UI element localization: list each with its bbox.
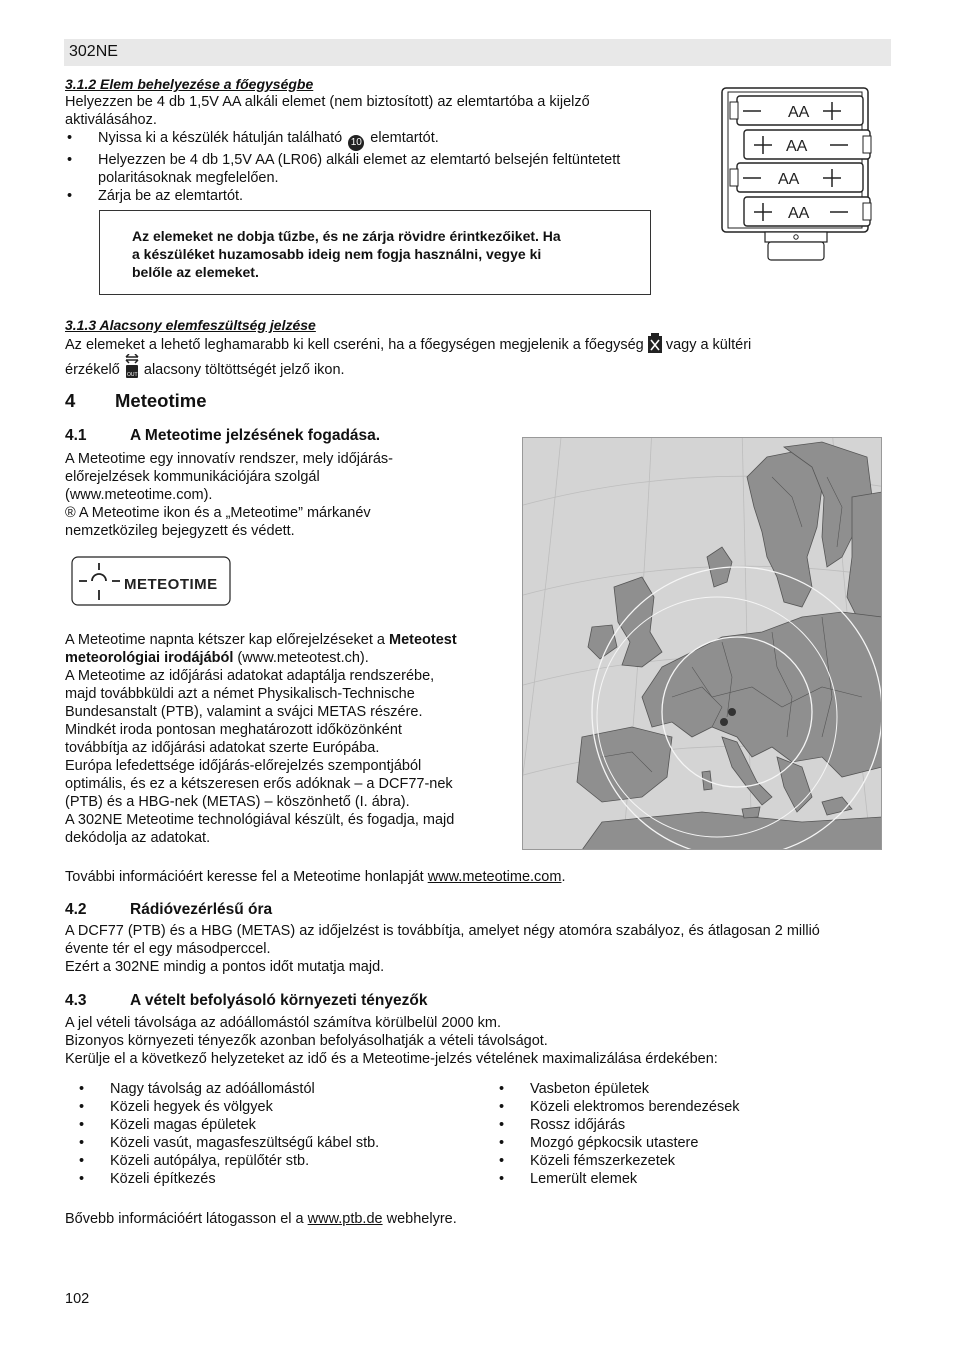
svg-text:OUT: OUT: [126, 372, 138, 378]
warning-line: a készüléket huzamosabb ideig nem fogja használni, vegye ki: [132, 246, 542, 262]
list-item: • Nagy távolság az adóállomástól: [77, 1080, 477, 1098]
text-line: előrejelzések kommunikációjára szolgál: [65, 469, 320, 485]
model-name: 302NE: [69, 43, 118, 60]
list-item: • Lemerült elemek: [497, 1170, 877, 1188]
bold-text: Meteotest: [389, 632, 457, 648]
meteotime-website-link[interactable]: www.meteotime.com: [427, 869, 562, 885]
list-item: • Közeli elektromos berendezések: [497, 1098, 877, 1116]
text-span: webhelyre.: [386, 1211, 457, 1227]
text-line: [65, 631, 505, 649]
battery-label: AA: [786, 138, 808, 155]
text-span: Az elemeket a lehető leghamarabb ki kell cseréni, ha a főegységen megjelenik a főegység: [65, 337, 644, 353]
text-line: A jel vételi távolsága az adóállomástól számítva körülbelül 2000 km.: [65, 1015, 502, 1031]
text-span: Bővebb információért látogasson el a: [65, 1211, 304, 1227]
list-item: • Közeli magas épületek: [77, 1116, 477, 1134]
section-3-1-2-title: 3.1.2 Elem behelyezése a főegységbe: [65, 76, 314, 92]
section-4-heading: [65, 392, 365, 414]
section-3-1-3-text: [65, 333, 865, 379]
battery-3: [730, 163, 863, 192]
intro-line: Helyezzen be 4 db 1,5V AA alkáli elemet (nem biztosított) az elemtartóba a kijelző: [65, 94, 590, 110]
text-line: továbbítja az időjárási adatokat szerte Európába.: [65, 740, 380, 756]
main-unit-battery-icon: [648, 333, 662, 353]
warning-text: [132, 227, 620, 281]
battery-1: [730, 96, 863, 125]
list-item: • Közeli vasút, magasfeszültségű kábel stb.: [77, 1134, 477, 1152]
battery-label: AA: [788, 205, 810, 222]
battery-steps-list: [65, 129, 705, 205]
list-item: • Közeli autópálya, repülőtér stb.: [77, 1152, 477, 1170]
meteotime-intro: [65, 450, 505, 540]
battery-label: AA: [778, 171, 800, 188]
low-battery-line: [65, 333, 865, 354]
text-span: érzékelő: [65, 362, 120, 378]
list-item-text: • Helyezzen be 4 db 1,5V AA (LR06) alkáli elemet az elemtartó belsején feltüntetett: [98, 152, 621, 168]
interference-list-left: [77, 1080, 477, 1188]
text-line: nemzetközileg bejegyzett és védett.: [65, 523, 295, 539]
list-item: [65, 187, 705, 205]
battery-2: [744, 130, 871, 159]
text-line: optimális, és ez a kétszeresen erős adóknak – a DCF77-nek: [65, 776, 453, 792]
bold-text: meteorológiai irodájából: [65, 650, 234, 666]
section-4-3-heading: [65, 992, 665, 1012]
section-title: Meteotime: [115, 390, 207, 411]
number-10-icon: 10: [348, 135, 364, 151]
section-4-2-text: [65, 922, 895, 976]
list-item-text: elemtartót.: [370, 130, 439, 146]
battery-4: [744, 197, 871, 226]
section-number: 4: [65, 390, 76, 411]
section-4-1-heading: [65, 427, 485, 447]
low-battery-line: [65, 354, 865, 379]
battery-warning-box: [99, 210, 651, 295]
text-line: ® A Meteotime ikon és a „Meteotime” márkanév: [65, 505, 371, 521]
section-number: 4.1: [65, 427, 87, 444]
page-number: 102: [65, 1291, 90, 1307]
text-span: .: [561, 869, 566, 885]
list-item: • Vasbeton épületek: [497, 1080, 877, 1098]
text-line: évente tér el egy másodperccel.: [65, 941, 271, 957]
text-line: (PTB) és a HBG-nek (METAS) – köszönhető (I. ábra).: [65, 794, 410, 810]
text-line: (www.meteotime.com).: [65, 487, 213, 503]
ptb-website-link[interactable]: www.ptb.de: [307, 1211, 383, 1227]
text-line: dekódolja az adatokat.: [65, 830, 211, 846]
text-line: Európa lefedettsége időjárás-előrejelzés szempontjából: [65, 758, 422, 774]
logo-text: METEOTIME: [124, 576, 218, 593]
warning-line: Az elemeket ne dobja tűzbe, és ne zárja rövidre érintkezőiket. Ha: [132, 228, 561, 244]
text-span: A Meteotime napnta kétszer kap előrejelzéseket a: [65, 632, 385, 648]
text-line: [65, 649, 505, 667]
list-item: • Közeli építkezés: [77, 1170, 477, 1188]
list-item-text: Nyissa ki a készülék hátulján található: [98, 130, 343, 146]
section-3-1-3-title: 3.1.3 Alacsony elemfeszültség jelzése: [65, 317, 316, 333]
section-number: 4.2: [65, 901, 87, 918]
text-span: (www.meteotest.ch).: [237, 650, 369, 666]
list-item-text: Zárja be az elemtartót.: [98, 188, 244, 204]
section-4-3-text: [65, 1014, 895, 1068]
list-item: • Mozgó gépkocsik utastere: [497, 1134, 877, 1152]
section-title: A Meteotime jelzésének fogadása.: [130, 427, 381, 444]
intro-line: aktiválásához.: [65, 112, 157, 128]
meteotime-body: [65, 631, 505, 847]
battery-compartment-diagram: [720, 86, 872, 264]
text-line: A DCF77 (PTB) és a HBG (METAS) az időjelzést is továbbítja, amelyet négy atomóra szabályoz, és átlagosan 2 millió: [65, 923, 820, 939]
text-line: A Meteotime egy innovatív rendszer, mely időjárás-: [65, 451, 394, 467]
text-line: Bizonyos környezeti tényezők azonban befolyásolhatják a vételi távolságot.: [65, 1033, 548, 1049]
ptb-more-info: [65, 1210, 765, 1228]
list-item-text: polaritásoknak megfelelően.: [98, 170, 279, 186]
list-item: • Rossz időjárás: [497, 1116, 877, 1134]
list-item: [65, 129, 705, 151]
section-3-1-2-intro: [65, 93, 685, 129]
text-line: Kerülje el a következő helyzeteket az idő és a Meteotime-jelzés vételének maximalizálása érdekében:: [65, 1051, 718, 1067]
text-span: További információért keresse fel a Meteotime honlapját: [65, 869, 424, 885]
outdoor-sensor-battery-icon: [124, 354, 140, 378]
section-title: Rádióvezérlésű óra: [130, 901, 273, 918]
section-number: 4.3: [65, 992, 87, 1009]
interference-list-right: [497, 1080, 877, 1188]
text-line: Bundesanstalt (PTB), valamint a svájci METAS részére.: [65, 704, 423, 720]
section-title: A vételt befolyásoló környezeti tényezők: [130, 992, 428, 1009]
list-item: • Közeli hegyek és völgyek: [77, 1098, 477, 1116]
text-span: vagy a kültéri: [665, 337, 752, 353]
text-line: majd továbbküldi azt a német Physikalisch-Technische: [65, 686, 415, 702]
header-bar: [64, 39, 891, 66]
meteotime-more-info: [65, 868, 885, 886]
list-item: • Közeli fémszerkezetek: [497, 1152, 877, 1170]
text-line: A Meteotime az időjárási adatokat adaptálja rendszerébe,: [65, 668, 435, 684]
text-line: A 302NE Meteotime technológiával készült, és fogadja, majd: [65, 812, 455, 828]
warning-line: belőle az elemeket.: [132, 264, 259, 280]
text-line: Ezért a 302NE mindig a pontos időt mutatja majd.: [65, 959, 385, 975]
meteotime-logo: [71, 556, 232, 608]
list-item: [65, 151, 705, 187]
text-line: Mindkét iroda pontosan meghatározott időközönként: [65, 722, 402, 738]
section-4-2-heading: [65, 901, 565, 921]
battery-label: AA: [788, 104, 810, 121]
text-span: alacsony töltöttségét jelző ikon.: [143, 362, 345, 378]
europe-coverage-map: [522, 437, 882, 850]
